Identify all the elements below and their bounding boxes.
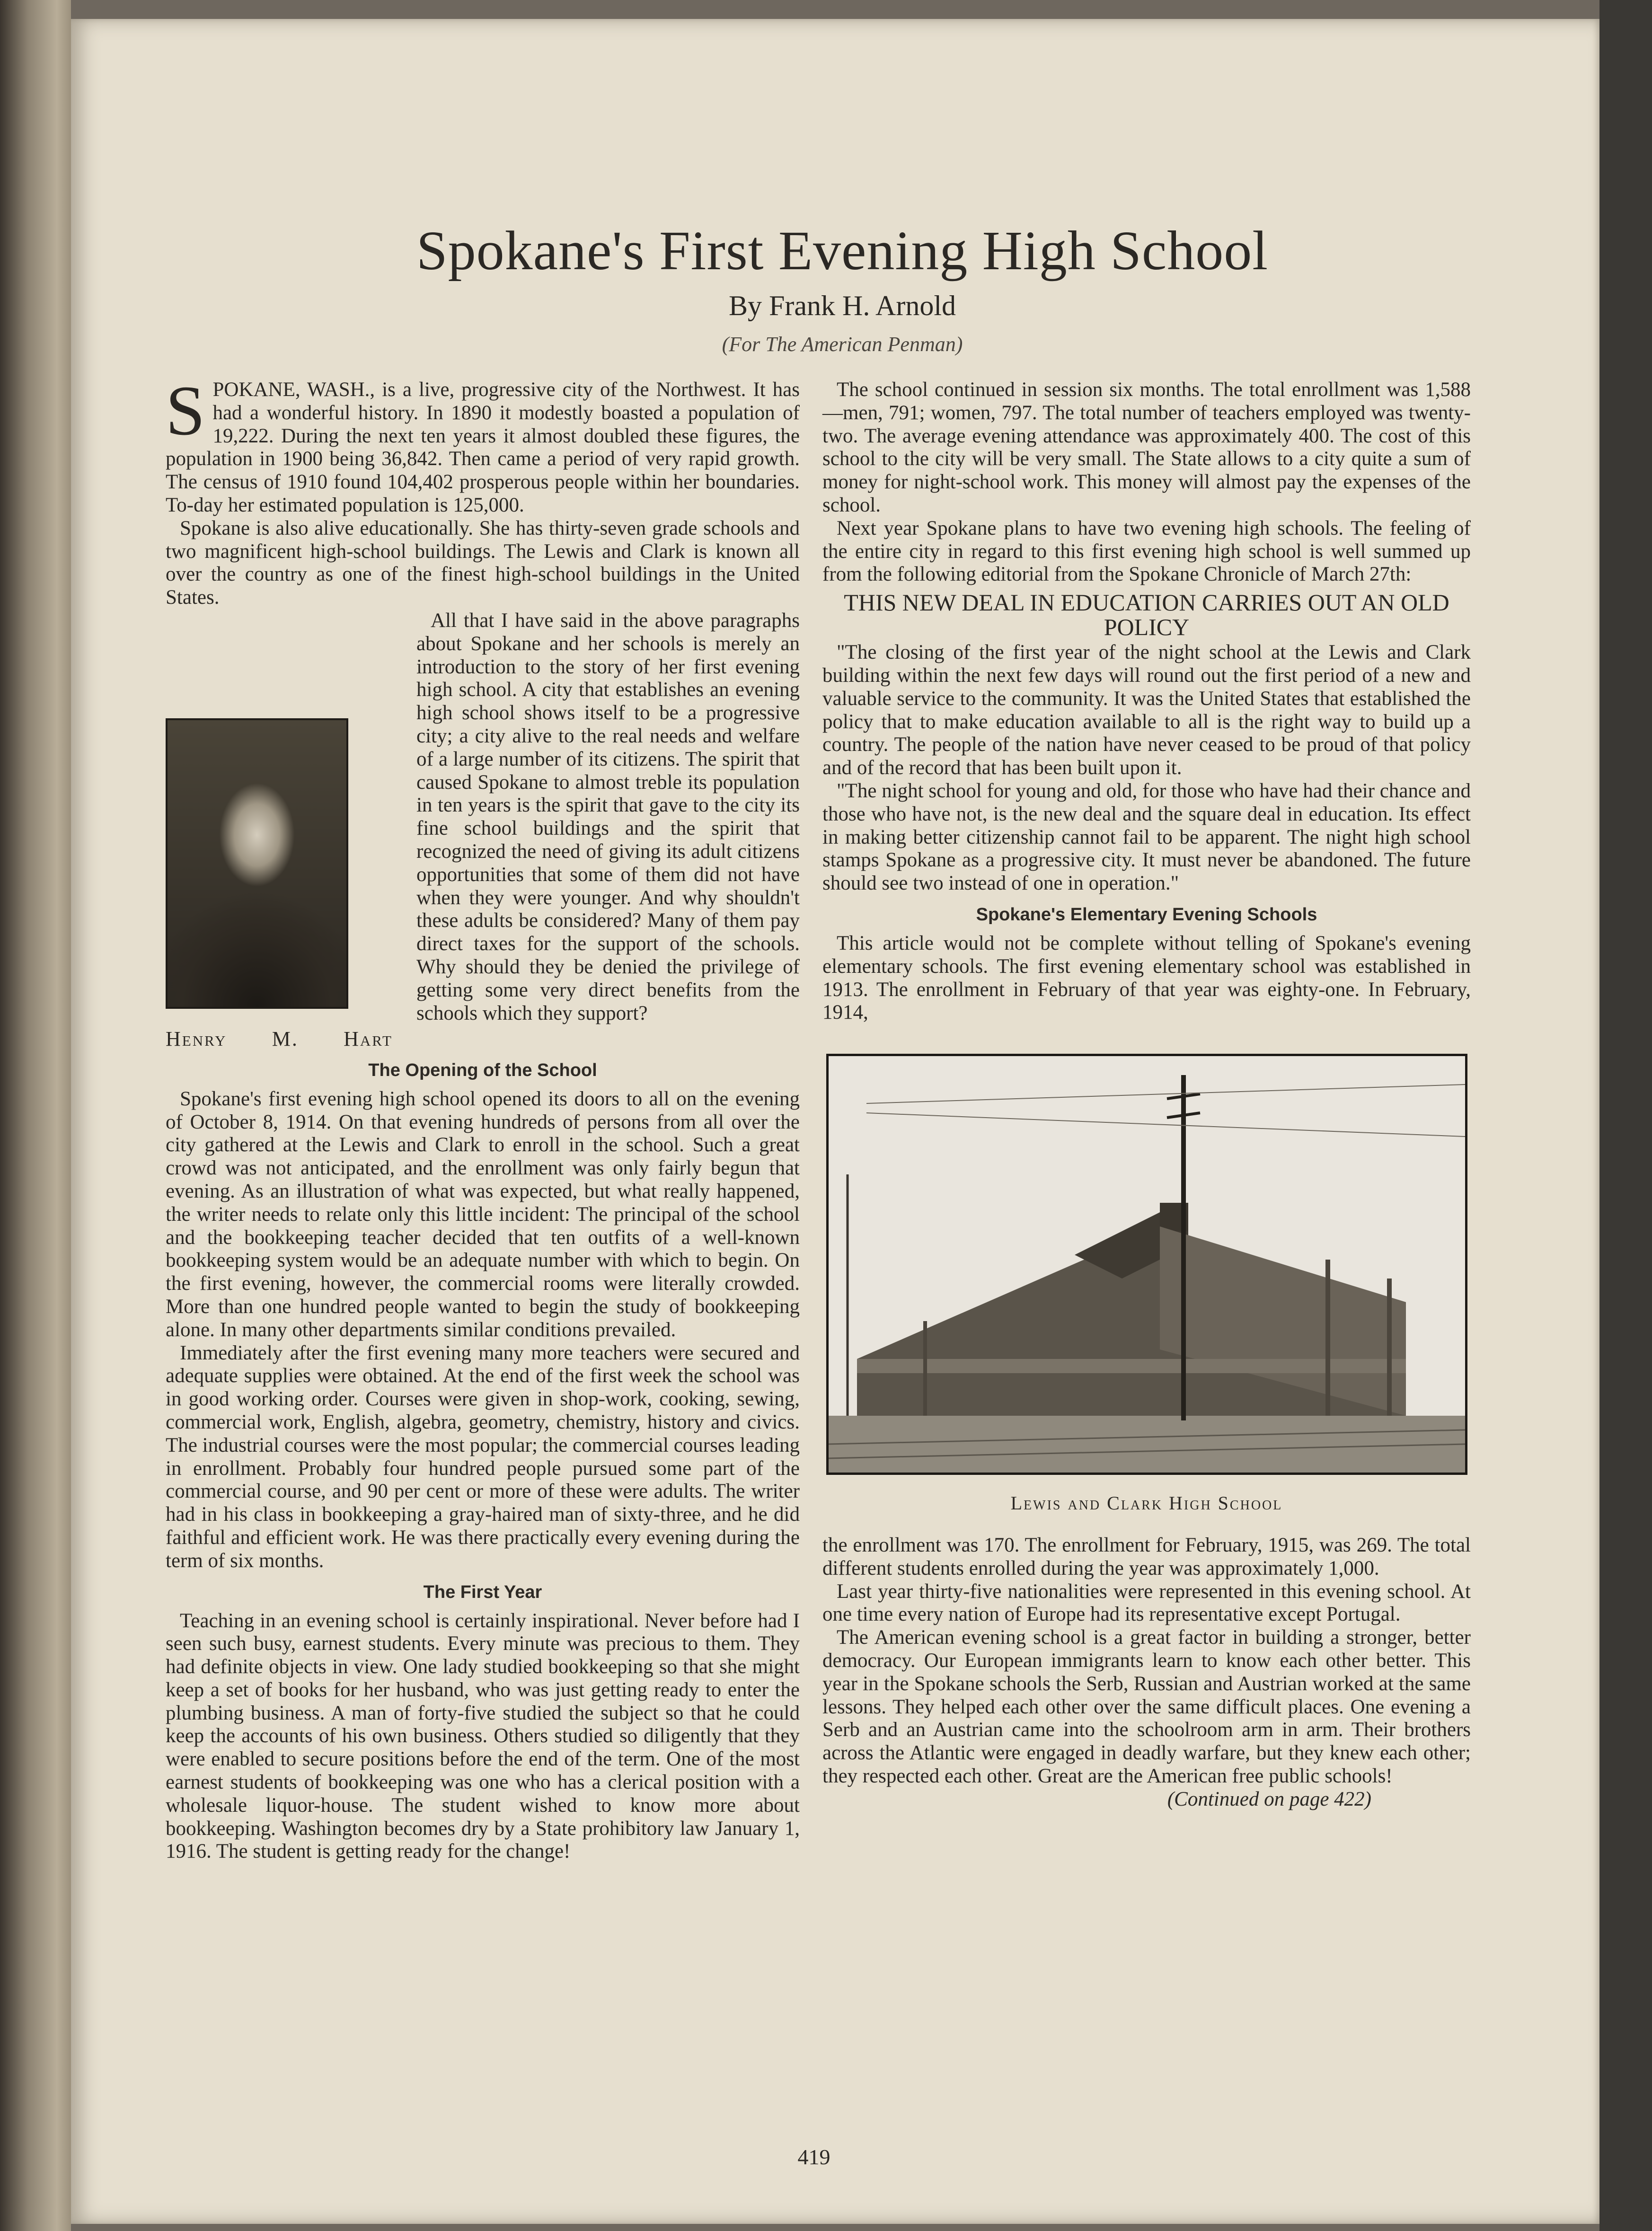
paragraph: the enrollment was 170. The enrollment for February, 1915, was 269. The total different students enrolled during the year was approximately 1,000. <box>822 1534 1471 1579</box>
portrait-figure <box>166 718 393 1051</box>
facing-page-edge <box>0 0 71 2231</box>
paragraph: Last year thirty-five nationalities were represented in this evening school. At one time every nation of Europe had its representative except Portugal. <box>822 1580 1471 1626</box>
paragraph: All that I have said in the above paragraphs about Spokane and her schools is merely an introduction to the story of her first evening high school. A city that establishes an evening high school shows itself to be a progressive city; a city alive to the real needs and welfare of a large number of its citizens. The spirit that caused Spokane to almost treble its population in ten years is the spirit that gave to the city its fine school buildings and the spirit that recognized the need of giving its adult citizens opportunities that some of them did not have when they were younger. And why shouldn't these adults be considered? Many of them pay direct taxes for the support of the schools. Why should they be denied the privilege of getting some very direct benefits from the schools which they support? <box>416 609 800 1024</box>
page-number: 419 <box>797 2145 830 2169</box>
school-building-illustration <box>829 1056 1465 1473</box>
article-credit: (For The American Penman) <box>722 333 963 356</box>
portrait-photo <box>166 718 348 1009</box>
paragraph: The school continued in session six months. The total enrollment was 1,588—men, 791; women, 797. The total number of teachers employed was twenty-two. The average evening attendance was approximately 400. The cost of this school to the city will be very small. The State allows to a city quite a sum of money for night-school work. This money will almost pay the expenses of the school. <box>822 379 1471 516</box>
continued-note: (Continued on page 422) <box>1167 1788 1371 1810</box>
scan-border <box>1599 0 1652 2231</box>
school-figure <box>826 1054 1467 1515</box>
article-title: Spokane's First Evening High School <box>416 220 1268 282</box>
paragraph: The American evening school is a great factor in building a stronger, better democracy. Our European immigrants learn to know each other better. This year in the Spokane schools the Serb, Russian and Austrian worked at the same lessons. They helped each other over the same difficult places. One evening a Serb and an Austrian came into the schoolroom arm in arm. Their brothers across the Atlantic were engaged in deadly warfare, but they knew each other; they respected each other. Great are the American free public schools! <box>822 1626 1471 1787</box>
article-byline: By Frank H. Arnold <box>729 290 956 321</box>
paragraph: "The night school for young and old, for those who have had their chance and those who have not, is the new deal and the square deal in education. Its effect in making better citizenship cannot fail to be apparent. The night high school stamps Spokane as a progressive city. It must never be abandoned. The future should see two instead of one in operation." <box>822 779 1471 895</box>
editorial-heading: THIS NEW DEAL IN EDUCATION CARRIES OUT AN OLD POLICY <box>844 589 1449 641</box>
school-photo <box>826 1054 1467 1475</box>
paragraph: Teaching in an evening school is certainly inspirational. Never before had I seen such busy, earnest students. Every minute was precious to them. They had definite objects in view. One lady studied bookkeeping so that she might keep a set of books for her husband, who was just getting ready to enter the plumbing business. A man of forty-five studied the subject so that he could keep the accounts of his own business. Others studied so diligently that they were enabled to secure positions before the end of the term. One of the most earnest students of bookkeeping was one who has a clerical position with a wholesale liquor-house. The student wished to know more about bookkeeping. Washington becomes dry by a State prohibitory law January 1, 1916. The student is getting ready for the change! <box>166 1609 800 1863</box>
section-heading: The Opening of the School <box>368 1060 597 1080</box>
section-heading: Spokane's Elementary Evening Schools <box>976 904 1317 925</box>
paragraph: This article would not be complete without telling of Spokane's evening elementary schools. The first evening elementary school was established in 1913. The enrollment in February of that year was eighty-one. In February, 1914, <box>822 932 1471 1024</box>
column-left <box>166 371 800 1863</box>
paragraph: Spokane is also alive educationally. She has thirty-seven grade schools and two magnificent high-school buildings. The Lewis and Clark is known all over the country as one of the finest high-school buildings in the United States. <box>166 517 800 609</box>
paragraph: "The closing of the first year of the night school at the Lewis and Clark building within the next few days will round out the first period of a new and valuable service to the community. It was the United States that established the policy that to make education available to all is the right way to build up a country. The people of the nation have never ceased to be proud of that policy and of the record that has been built upon it. <box>822 641 1471 779</box>
drop-cap: S <box>166 371 205 450</box>
paragraph: Next year Spokane plans to have two evening high schools. The feeling of the entire city in regard to this first evening high school is well summed up from the following editorial from the Spokane Chronicle of March 27th: <box>822 517 1471 586</box>
paragraph: Spokane's first evening high school opened its doors to all on the evening of October 8, 1914. On that evening hundreds of persons from all over the city gathered at the Lewis and Clark to enroll in the school. Such a great crowd was not anticipated, and the enrollment was only fairly begun that evening. As an illustration of what was expected, but what really happened, the writer needs to relate only this little incident: The principal of the school and the bookkeeping teacher decided that ten outfits of a well-known bookkeeping system would be an adequate number with which to begin. On the first evening, however, the commercial rooms were literally crowded. More than one hundred people wanted to begin the study of bookkeeping alone. In many other departments similar conditions prevailed. <box>166 1087 800 1341</box>
section-heading: The First Year <box>423 1582 542 1602</box>
portrait-caption: Henry M. Hart <box>166 1027 393 1050</box>
photo-caption: Lewis and Clark High School <box>1010 1492 1283 1514</box>
column-right <box>822 379 1471 1811</box>
paragraph: Immediately after the first evening many more teachers were secured and adequate supplies were obtained. At the end of the first week the school was in good working order. Courses were given in shop-work, cooking, sewing, commercial work, English, algebra, geometry, chemistry, history and civics. The industrial courses were the most popular; the commercial courses leading in enrollment. Probably four hundred people pursued some part of the commercial course, and 90 per cent or more of these were adults. The writer had in his class in bookkeeping a gray-haired man of sixty-three, and he did faithful and efficient work. He was there practically every evening during the term of six months. <box>166 1341 800 1572</box>
paragraph: SPOKANE, WASH., is a live, progressive city of the Northwest. It has had a wonderful history. In 1890 it modestly boasted a population of 19,222. During the next ten years it almost doubled these figures, the population in 1900 being 36,842. Then came a period of very rapid growth. The census of 1910 found 104,402 prosperous people within her boundaries. To-day her estimated population is 125,000. <box>166 371 800 516</box>
